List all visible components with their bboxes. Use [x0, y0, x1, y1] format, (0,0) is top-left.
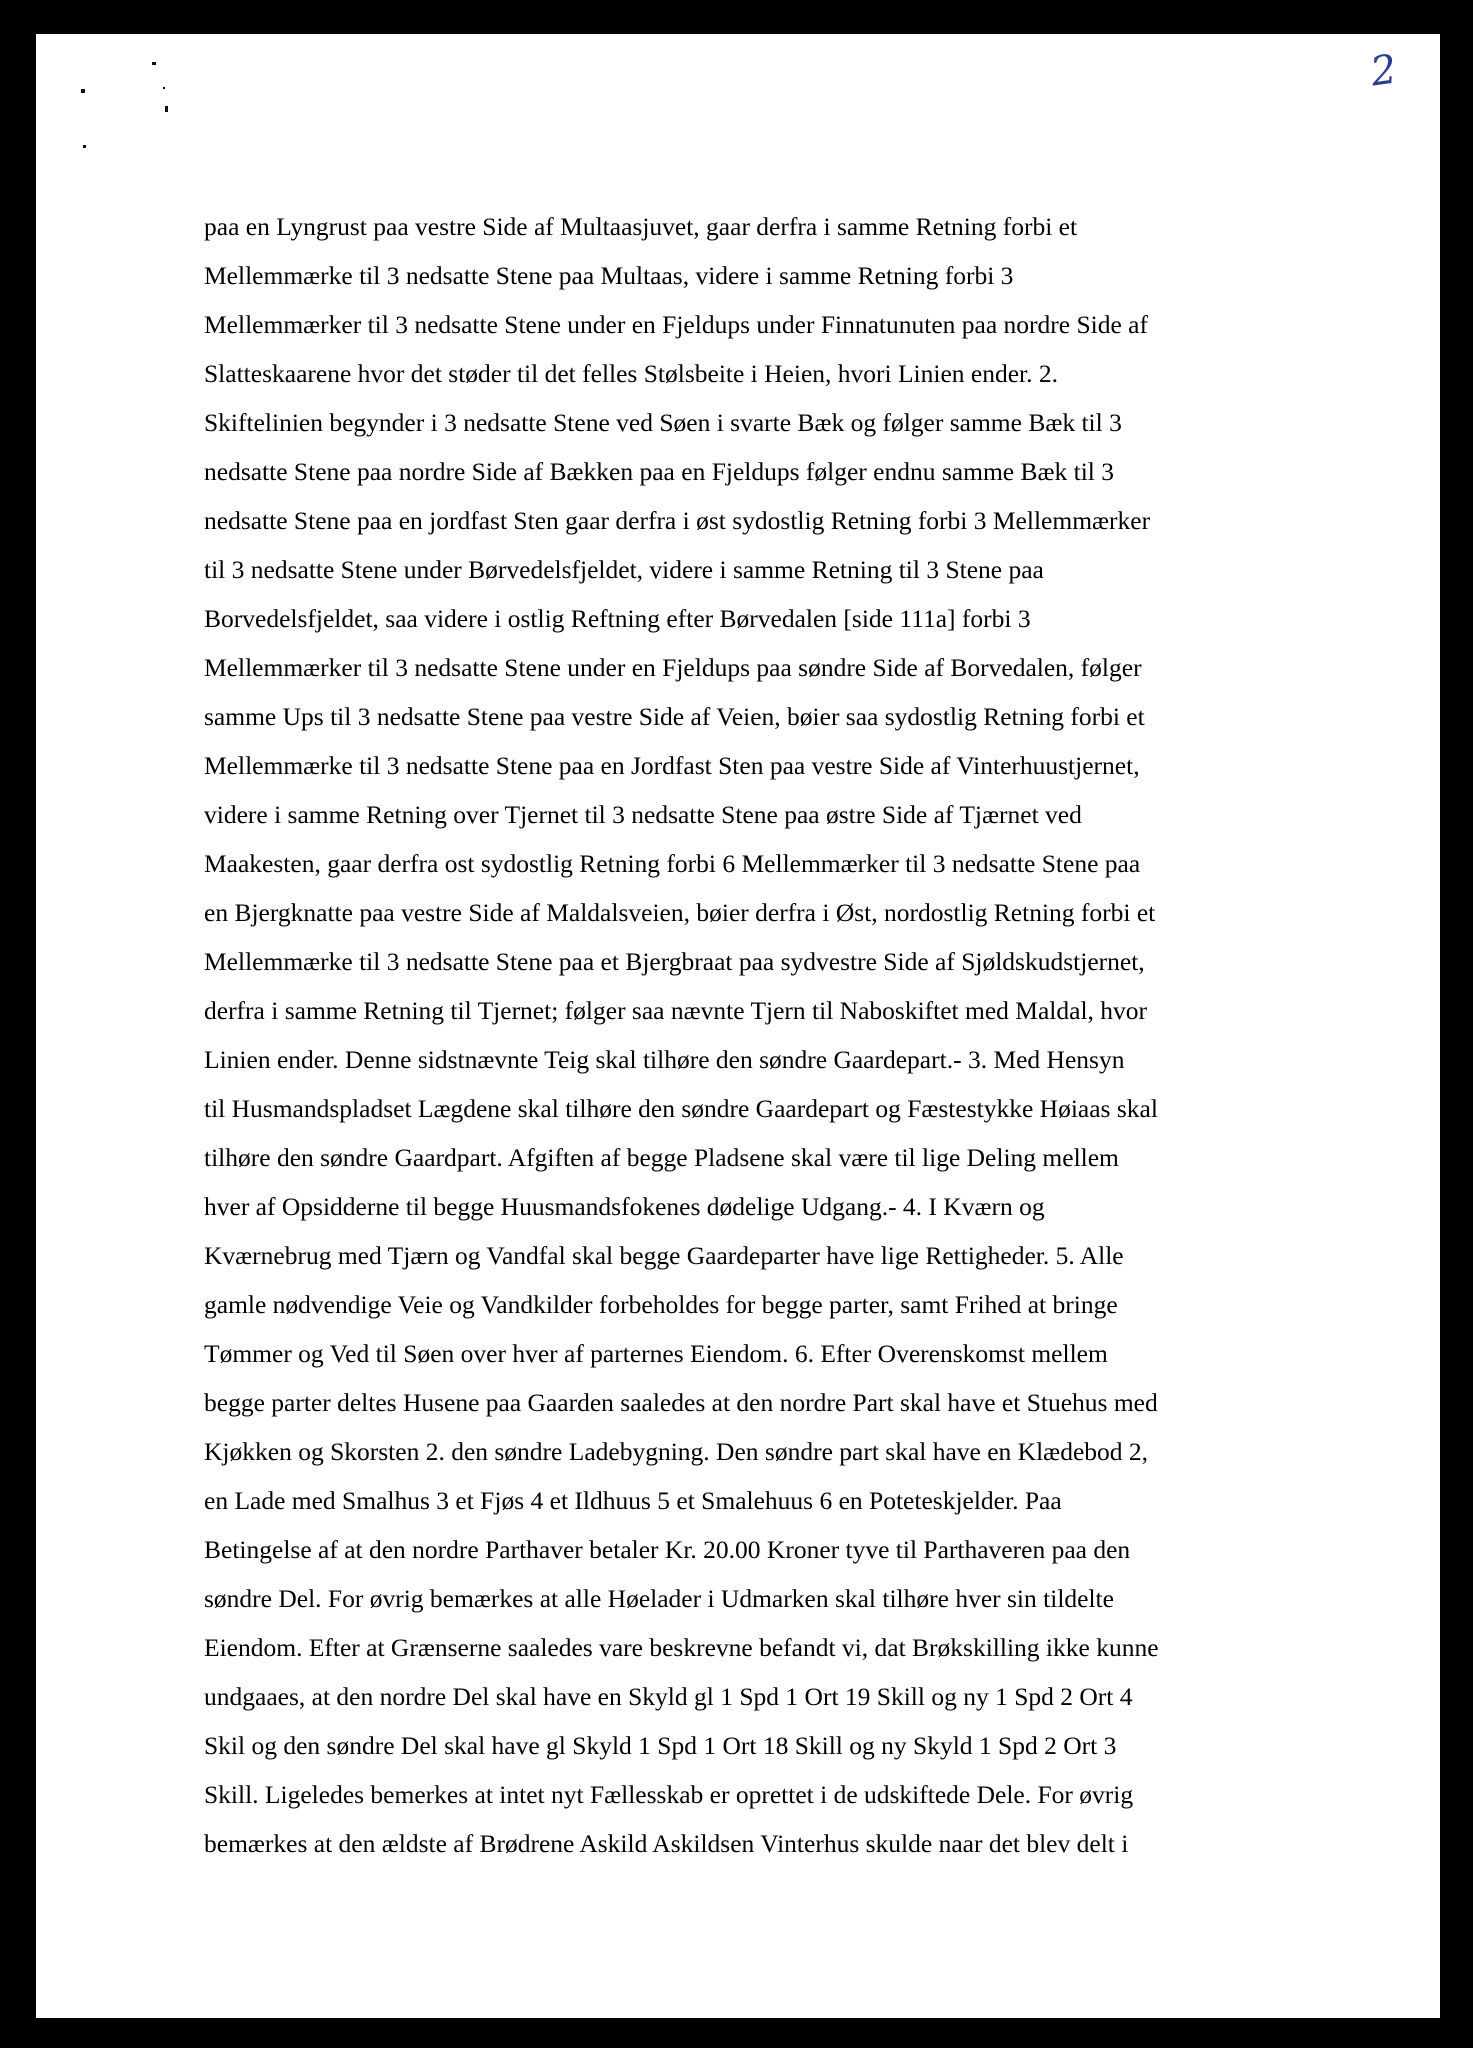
- scan-speck: [152, 62, 156, 65]
- text-line: en Bjergknatte paa vestre Side af Maldalsveien, bøier derfra i Øst, nordostlig Retning forbi et: [204, 898, 1156, 927]
- text-line: Kværnebrug med Tjærn og Vandfal skal begge Gaardeparter have lige Rettigheder. 5. Alle: [204, 1241, 1124, 1270]
- document-body: [204, 202, 1336, 1868]
- text-line: paa en Lyngrust paa vestre Side af Multaasjuvet, gaar derfra i samme Retning forbi et: [204, 212, 1078, 241]
- text-line: nedsatte Stene paa en jordfast Sten gaar derfra i øst sydostlig Retning forbi 3 Mellemmærker: [204, 506, 1151, 535]
- text-line: tilhøre den søndre Gaardpart. Afgiften af begge Pladsene skal være til lige Deling mellem: [204, 1143, 1119, 1172]
- scan-speck: [83, 145, 86, 148]
- document-page: [36, 34, 1440, 2018]
- text-line: samme Ups til 3 nedsatte Stene paa vestre Side af Veien, bøier saa sydostlig Retning forbi et: [204, 702, 1145, 731]
- text-line: Kjøkken og Skorsten 2. den søndre Ladebygning. Den søndre part skal have en Klædebod 2,: [204, 1437, 1149, 1466]
- text-line: undgaaes, at den nordre Del skal have en Skyld gl 1 Spd 1 Ort 19 Skill og ny 1 Spd 2 Ort 4: [204, 1682, 1133, 1711]
- text-line: en Lade med Smalhus 3 et Fjøs 4 et Ildhuus 5 et Smalehuus 6 en Poteteskjelder. Paa: [204, 1486, 1062, 1515]
- text-line: Tømmer og Ved til Søen over hver af parternes Eiendom. 6. Efter Overenskomst mellem: [204, 1339, 1108, 1368]
- text-line: derfra i samme Retning til Tjernet; følger saa nævnte Tjern til Naboskiftet med Maldal, hvor: [204, 996, 1148, 1025]
- text-line: Eiendom. Efter at Grænserne saaledes vare beskrevne befandt vi, dat Brøkskilling ikke kunne: [204, 1633, 1159, 1662]
- scan-speck: [81, 89, 85, 93]
- text-line: videre i samme Retning over Tjernet til 3 nedsatte Stene paa østre Side af Tjærnet ved: [204, 800, 1082, 829]
- scan-speck: [163, 87, 165, 89]
- text-line: til 3 nedsatte Stene under Børvedelsfjeldet, videre i samme Retning til 3 Stene paa: [204, 555, 1044, 584]
- text-line: Mellemmærke til 3 nedsatte Stene paa et Bjergbraat paa sydvestre Side af Sjøldskudstjernet,: [204, 947, 1145, 976]
- text-line: nedsatte Stene paa nordre Side af Bækken paa en Fjeldups følger endnu samme Bæk til 3: [204, 457, 1114, 486]
- text-line: bemærkes at den ældste af Brødrene Askild Askildsen Vinterhus skulde naar det blev delt i: [204, 1829, 1129, 1858]
- text-line: søndre Del. For øvrig bemærkes at alle Høelader i Udmarken skal tilhøre hver sin tildelte: [204, 1584, 1114, 1613]
- text-line: hver af Opsidderne til begge Huusmandsfokenes dødelige Udgang.- 4. I Kværn og: [204, 1192, 1045, 1221]
- text-line: til Husmandspladset Lægdene skal tilhøre den søndre Gaardepart og Fæstestykke Høiaas skal: [204, 1094, 1158, 1123]
- text-line: Mellemmærker til 3 nedsatte Stene under en Fjeldups under Finnatunuten paa nordre Side af: [204, 310, 1148, 339]
- text-line: Skill. Ligeledes bemerkes at intet nyt Fællesskab er oprettet i de udskiftede Dele. For øvrig: [204, 1780, 1134, 1809]
- scan-speck: [165, 106, 168, 112]
- text-line: gamle nødvendige Veie og Vandkilder forbeholdes for begge parter, samt Frihed at bringe: [204, 1290, 1118, 1319]
- text-line: Linien ender. Denne sidstnævnte Teig skal tilhøre den søndre Gaardepart.- 3. Med Hensyn: [204, 1045, 1125, 1074]
- text-line: Slatteskaarene hvor det støder til det felles Stølsbeite i Heien, hvori Linien ender. 2.: [204, 359, 1059, 388]
- page-number: 2: [1367, 46, 1400, 96]
- text-line: Borvedelsfjeldet, saa videre i ostlig Reftning efter Børvedalen [side 111a] forbi 3: [204, 604, 1031, 633]
- text-line: Betingelse af at den nordre Parthaver betaler Kr. 20.00 Kroner tyve til Parthaveren paa den: [204, 1535, 1131, 1564]
- text-line: Skiftelinien begynder i 3 nedsatte Stene ved Søen i svarte Bæk og følger samme Bæk til 3: [204, 408, 1122, 437]
- text-line: Mellemmærke til 3 nedsatte Stene paa Multaas, videre i samme Retning forbi 3: [204, 261, 1014, 290]
- text-line: Skil og den søndre Del skal have gl Skyld 1 Spd 1 Ort 18 Skill og ny Skyld 1 Spd 2 Ort 3: [204, 1731, 1117, 1760]
- text-line: Mellemmærke til 3 nedsatte Stene paa en Jordfast Sten paa vestre Side af Vinterhuustjernet,: [204, 751, 1140, 780]
- text-line: begge parter deltes Husene paa Gaarden saaledes at den nordre Part skal have et Stuehus med: [204, 1388, 1158, 1417]
- text-line: Mellemmærker til 3 nedsatte Stene under en Fjeldups paa søndre Side af Borvedalen, følger: [204, 653, 1142, 682]
- text-line: Maakesten, gaar derfra ost sydostlig Retning forbi 6 Mellemmærker til 3 nedsatte Stene paa: [204, 849, 1141, 878]
